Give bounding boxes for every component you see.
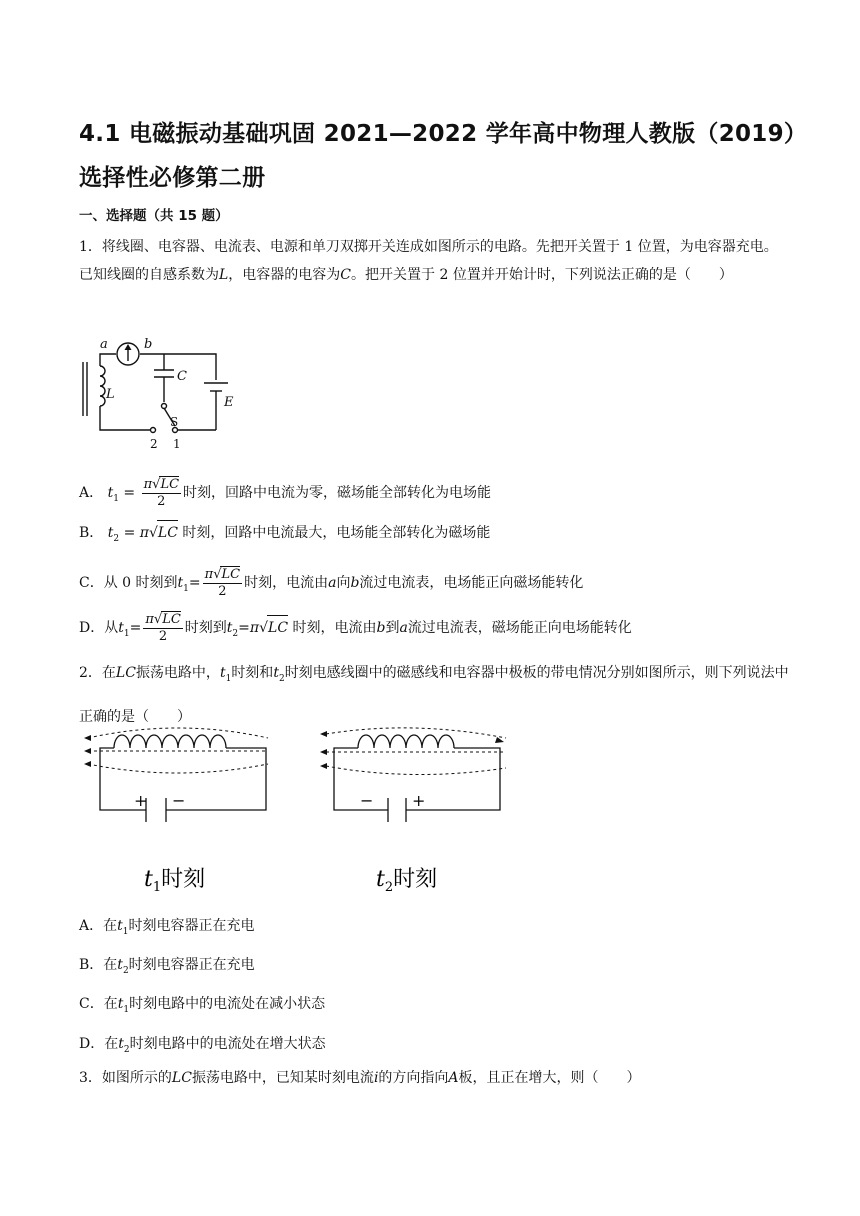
label-capacitor: C <box>177 369 187 384</box>
question-2-option-a: A．在$t_1$时刻电容器正在充电 <box>79 918 255 937</box>
question-1-option-d: D．从$t_1=$ $\frac{\pi√LC}{2}$ 时刻到$t_2=\pi√LC$ 时刻，电流由b到a流过电流表，磁场能正向电场能转化 <box>79 612 632 644</box>
label-battery: E <box>224 395 234 410</box>
question-2-figure-t1 <box>82 724 278 900</box>
label-b: b <box>144 337 153 352</box>
label-switch: S <box>170 415 179 429</box>
question-2-option-d: D．在$t_2$时刻电路中的电流处在增大状态 <box>79 1036 326 1055</box>
question-2-option-b: B．在$t_2$时刻电容器正在充电 <box>79 957 255 976</box>
capacitor-plus-sign: + <box>134 791 148 810</box>
question-2-figure-t2 <box>316 724 512 900</box>
question-1-option-c: C．从 0 时刻到$t_1=$ $\frac{\pi√LC}{2}$ 时刻，电流由a向b流过电流表，电场能正向磁场能转化 <box>79 567 584 599</box>
figure-caption-t2: $t_2$时刻 <box>376 867 438 895</box>
question-3-stem: 3．如图所示的LC振荡电路中，已知某时刻电流i的方向指向A板，且正在增大，则（ ） <box>79 1070 641 1086</box>
question-1-circuit-figure <box>78 334 238 454</box>
figure-caption-t1: $t_1$时刻 <box>144 867 206 895</box>
capacitor-minus-sign: − <box>172 791 186 810</box>
label-position-1: 1 <box>173 437 181 451</box>
label-a: a <box>100 337 108 352</box>
capacitor-minus-sign: − <box>360 791 374 810</box>
question-2-stem: 2．在LC振荡电路中，$t_1$时刻和$t_2$时刻电感线圈中的磁感线和电容器中极板的带电情况分别如图所示，则下列说法中正确的是（ ） <box>79 665 789 725</box>
document-title: 4.1 电磁振动基础巩固 2021—2022 学年高中物理人教版（2019）选择性必修第二册 <box>79 121 796 191</box>
label-position-2: 2 <box>150 437 158 451</box>
question-1-option-b: B． $t_2 = \pi√LC$ 时刻，回路中电流最大，电场能全部转化为磁场能 <box>79 520 490 551</box>
question-1-option-a: A． $t_1$ = $\frac{\pi√LC}{2}$ 时刻，回路中电流为零，磁场能全部转化为电场能 <box>79 477 492 509</box>
capacitor-plus-sign: + <box>412 791 426 810</box>
section-heading: 一、选择题（共 15 题） <box>79 208 229 224</box>
question-2-option-c: C．在$t_1$时刻电路中的电流处在减小状态 <box>79 996 326 1015</box>
label-inductor: L <box>106 387 115 402</box>
question-1-stem: 1．将线圈、电容器、电流表、电源和单刀双掷开关连成如图所示的电路。先把开关置于 1 位置，为电容器充电。已知线圈的自感系数为L，电容器的电容为C。把开关置于 2 位置并开始计时，下列说法正确的是（ ） <box>79 239 778 283</box>
